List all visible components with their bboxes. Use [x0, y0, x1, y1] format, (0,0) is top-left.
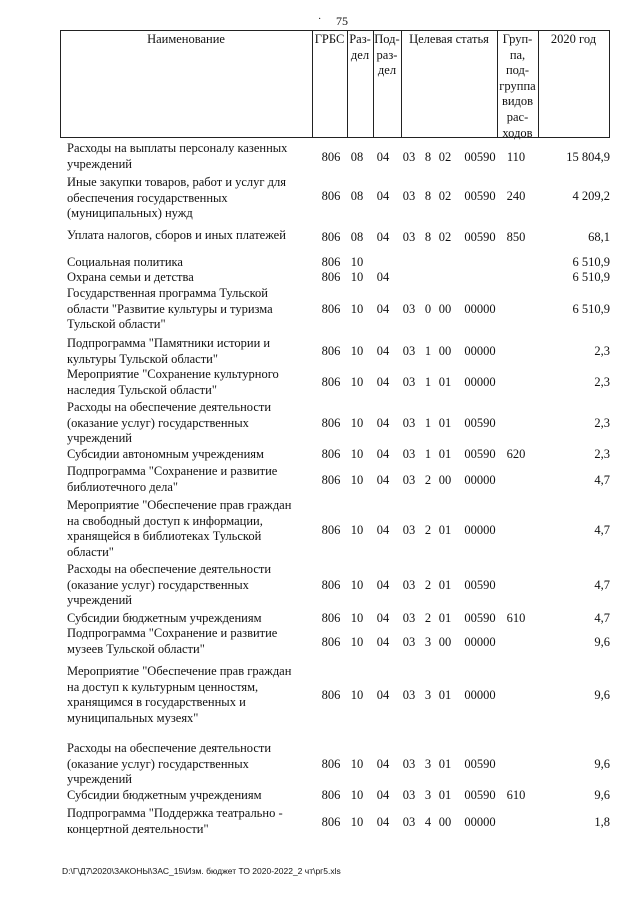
cell-rz: 08	[350, 189, 364, 203]
cell-d: 00000	[464, 635, 496, 649]
cell-vr: 620	[506, 447, 526, 461]
row-name: Государственная программа Тульской области "Развитие культуры и туризма Тульской области"	[67, 286, 273, 331]
cell-c: 00	[438, 344, 452, 358]
cell-c: 00	[438, 635, 452, 649]
cell-a: 03	[402, 150, 416, 164]
cell-amount: 2,3	[594, 375, 610, 389]
page-mark: ·	[318, 14, 322, 25]
row-name: Субсидии бюджетным учреждениям	[67, 611, 262, 625]
cell-amount: 2,3	[594, 344, 610, 358]
row-name: Расходы на обеспечение деятельности (оказание услуг) государственных учреждений	[67, 562, 272, 607]
cell-pr: 04	[376, 788, 390, 802]
cell-rz: 10	[350, 270, 364, 284]
cell-amount: 2,3	[594, 447, 610, 461]
cell-c: 01	[438, 611, 452, 625]
cell-a: 03	[402, 416, 416, 430]
cell-d: 00590	[464, 447, 496, 461]
cell-c: 01	[438, 375, 452, 389]
cell-grbs: 806	[321, 473, 341, 487]
cell-rz: 10	[350, 375, 364, 389]
cell-b: 4	[424, 815, 432, 829]
cell-amount: 6 510,9	[572, 270, 610, 284]
cell-grbs: 806	[321, 611, 341, 625]
row-name: Расходы на обеспечение деятельности (оказание услуг) государственных учреждений	[67, 741, 272, 786]
cell-d: 00590	[464, 416, 496, 430]
cell-c: 02	[438, 189, 452, 203]
cell-pr: 04	[376, 815, 390, 829]
row-name: Субсидии бюджетным учреждениям	[67, 788, 262, 802]
cell-pr: 04	[376, 611, 390, 625]
cell-rz: 10	[350, 757, 364, 771]
cell-d: 00590	[464, 150, 496, 164]
cell-b: 0	[424, 302, 432, 316]
cell-rz: 10	[350, 523, 364, 537]
cell-a: 03	[402, 344, 416, 358]
cell-c: 01	[438, 578, 452, 592]
cell-grbs: 806	[321, 635, 341, 649]
cell-a: 03	[402, 523, 416, 537]
cell-d: 00590	[464, 230, 496, 244]
cell-b: 8	[424, 230, 432, 244]
cell-vr: 610	[506, 611, 526, 625]
cell-grbs: 806	[321, 788, 341, 802]
cell-b: 1	[424, 375, 432, 389]
cell-pr: 04	[376, 189, 390, 203]
header-year: 2020 год	[550, 32, 597, 46]
col-divider	[609, 30, 610, 138]
cell-grbs: 806	[321, 375, 341, 389]
cell-amount: 9,6	[594, 788, 610, 802]
cell-a: 03	[402, 578, 416, 592]
cell-rz: 10	[350, 473, 364, 487]
cell-d: 00590	[464, 578, 496, 592]
cell-grbs: 806	[321, 523, 341, 537]
cell-amount: 4,7	[594, 578, 610, 592]
cell-rz: 10	[350, 255, 364, 269]
cell-vr: 110	[506, 150, 526, 164]
cell-amount: 68,1	[588, 230, 610, 244]
cell-d: 00000	[464, 344, 496, 358]
cell-grbs: 806	[321, 578, 341, 592]
cell-amount: 2,3	[594, 416, 610, 430]
cell-amount: 9,6	[594, 635, 610, 649]
cell-grbs: 806	[321, 255, 341, 269]
cell-rz: 10	[350, 688, 364, 702]
cell-c: 00	[438, 815, 452, 829]
cell-b: 2	[424, 473, 432, 487]
cell-rz: 10	[350, 447, 364, 461]
cell-b: 3	[424, 757, 432, 771]
cell-amount: 15 804,9	[566, 150, 610, 164]
cell-vr: 610	[506, 788, 526, 802]
cell-c: 02	[438, 150, 452, 164]
cell-grbs: 806	[321, 270, 341, 284]
row-name: Социальная политика	[67, 255, 183, 269]
cell-d: 00000	[464, 473, 496, 487]
cell-grbs: 806	[321, 150, 341, 164]
cell-b: 1	[424, 416, 432, 430]
cell-c: 01	[438, 688, 452, 702]
cell-d: 00000	[464, 375, 496, 389]
cell-grbs: 806	[321, 815, 341, 829]
row-name: Охрана семьи и детства	[67, 270, 194, 284]
cell-rz: 10	[350, 635, 364, 649]
cell-grbs: 806	[321, 230, 341, 244]
cell-a: 03	[402, 302, 416, 316]
cell-a: 03	[402, 447, 416, 461]
cell-rz: 10	[350, 611, 364, 625]
cell-c: 01	[438, 416, 452, 430]
header-top-line	[60, 30, 610, 31]
header-name: Наименование	[147, 32, 225, 46]
cell-d: 00590	[464, 788, 496, 802]
cell-a: 03	[402, 230, 416, 244]
page-number: 75	[336, 14, 348, 28]
header-podrazdel: Под- раз- дел	[374, 32, 400, 78]
row-name: Мероприятие "Обеспечение прав граждан на доступ к культурным ценностям, хранящимся в государственных и муниципальных музеях"	[67, 664, 292, 725]
cell-a: 03	[402, 815, 416, 829]
cell-b: 8	[424, 189, 432, 203]
header-grbs: ГРБС	[314, 32, 345, 46]
cell-b: 2	[424, 523, 432, 537]
cell-d: 00000	[464, 302, 496, 316]
cell-amount: 4,7	[594, 611, 610, 625]
cell-c: 00	[438, 473, 452, 487]
cell-a: 03	[402, 375, 416, 389]
cell-d: 00000	[464, 815, 496, 829]
cell-amount: 4,7	[594, 523, 610, 537]
row-name: Мероприятие "Обеспечение прав граждан на свободный доступ к информации, хранящейся в библиотеках Тульской области"	[67, 498, 292, 559]
header-group: Груп- па, под- группа видов рас- ходов	[499, 32, 536, 140]
cell-a: 03	[402, 473, 416, 487]
cell-a: 03	[402, 189, 416, 203]
cell-amount: 9,6	[594, 688, 610, 702]
cell-pr: 04	[376, 416, 390, 430]
cell-a: 03	[402, 635, 416, 649]
row-name: Подпрограмма "Сохранение и развитие музеев Тульской области"	[67, 626, 278, 656]
cell-a: 03	[402, 611, 416, 625]
cell-a: 03	[402, 688, 416, 702]
cell-pr: 04	[376, 302, 390, 316]
cell-b: 3	[424, 688, 432, 702]
cell-pr: 04	[376, 757, 390, 771]
cell-pr: 04	[376, 447, 390, 461]
file-path-footer: D:\Г\Д7\2020\ЗАКОНЫ\ЗАС_15\Изм. бюджет ТО 2020-2022_2 чт\рг5.xls	[62, 866, 341, 876]
row-name: Подпрограмма "Поддержка театрально - концертной деятельности"	[67, 806, 283, 836]
cell-c: 02	[438, 230, 452, 244]
cell-pr: 04	[376, 578, 390, 592]
cell-amount: 6 510,9	[572, 255, 610, 269]
cell-rz: 10	[350, 788, 364, 802]
header-target: Целевая статья	[409, 32, 489, 46]
row-name: Расходы на обеспечение деятельности (оказание услуг) государственных учреждений	[67, 400, 272, 445]
header-razdel: Раз- дел	[349, 32, 371, 62]
cell-pr: 04	[376, 150, 390, 164]
table-header	[60, 30, 610, 138]
cell-vr: 240	[506, 189, 526, 203]
cell-pr: 04	[376, 523, 390, 537]
cell-pr: 04	[376, 473, 390, 487]
row-name: Мероприятие "Сохранение культурного наследия Тульской области"	[67, 367, 279, 397]
cell-b: 8	[424, 150, 432, 164]
cell-grbs: 806	[321, 302, 341, 316]
cell-grbs: 806	[321, 344, 341, 358]
cell-pr: 04	[376, 344, 390, 358]
cell-pr: 04	[376, 635, 390, 649]
cell-grbs: 806	[321, 757, 341, 771]
cell-rz: 08	[350, 230, 364, 244]
cell-grbs: 806	[321, 416, 341, 430]
row-name: Субсидии автономным учреждениям	[67, 447, 264, 461]
cell-d: 00000	[464, 523, 496, 537]
cell-amount: 6 510,9	[572, 302, 610, 316]
row-name: Уплата налогов, сборов и иных платежей	[67, 228, 286, 242]
cell-b: 2	[424, 611, 432, 625]
row-name: Расходы на выплаты персоналу казенных учреждений	[67, 141, 288, 171]
cell-grbs: 806	[321, 447, 341, 461]
cell-pr: 04	[376, 270, 390, 284]
cell-d: 00590	[464, 189, 496, 203]
cell-c: 01	[438, 788, 452, 802]
cell-rz: 10	[350, 344, 364, 358]
cell-d: 00000	[464, 688, 496, 702]
cell-amount: 4,7	[594, 473, 610, 487]
cell-vr: 850	[506, 230, 526, 244]
row-name: Иные закупки товаров, работ и услуг для обеспечения государственных (муниципальных) нужд	[67, 175, 287, 220]
cell-rz: 10	[350, 815, 364, 829]
cell-c: 01	[438, 523, 452, 537]
cell-amount: 4 209,2	[572, 189, 610, 203]
cell-b: 2	[424, 578, 432, 592]
cell-d: 00590	[464, 611, 496, 625]
cell-amount: 1,8	[594, 815, 610, 829]
cell-a: 03	[402, 757, 416, 771]
cell-b: 3	[424, 788, 432, 802]
cell-b: 3	[424, 635, 432, 649]
cell-c: 00	[438, 302, 452, 316]
cell-pr: 04	[376, 230, 390, 244]
cell-b: 1	[424, 344, 432, 358]
cell-rz: 10	[350, 416, 364, 430]
cell-a: 03	[402, 788, 416, 802]
cell-grbs: 806	[321, 688, 341, 702]
cell-c: 01	[438, 757, 452, 771]
row-name: Подпрограмма "Сохранение и развитие библиотечного дела"	[67, 464, 278, 494]
cell-pr: 04	[376, 688, 390, 702]
cell-pr: 04	[376, 375, 390, 389]
cell-rz: 08	[350, 150, 364, 164]
cell-grbs: 806	[321, 189, 341, 203]
row-name: Подпрограмма "Памятники истории и культуры Тульской области"	[67, 336, 271, 366]
cell-amount: 9,6	[594, 757, 610, 771]
cell-b: 1	[424, 447, 432, 461]
cell-rz: 10	[350, 578, 364, 592]
cell-c: 01	[438, 447, 452, 461]
cell-d: 00590	[464, 757, 496, 771]
cell-rz: 10	[350, 302, 364, 316]
